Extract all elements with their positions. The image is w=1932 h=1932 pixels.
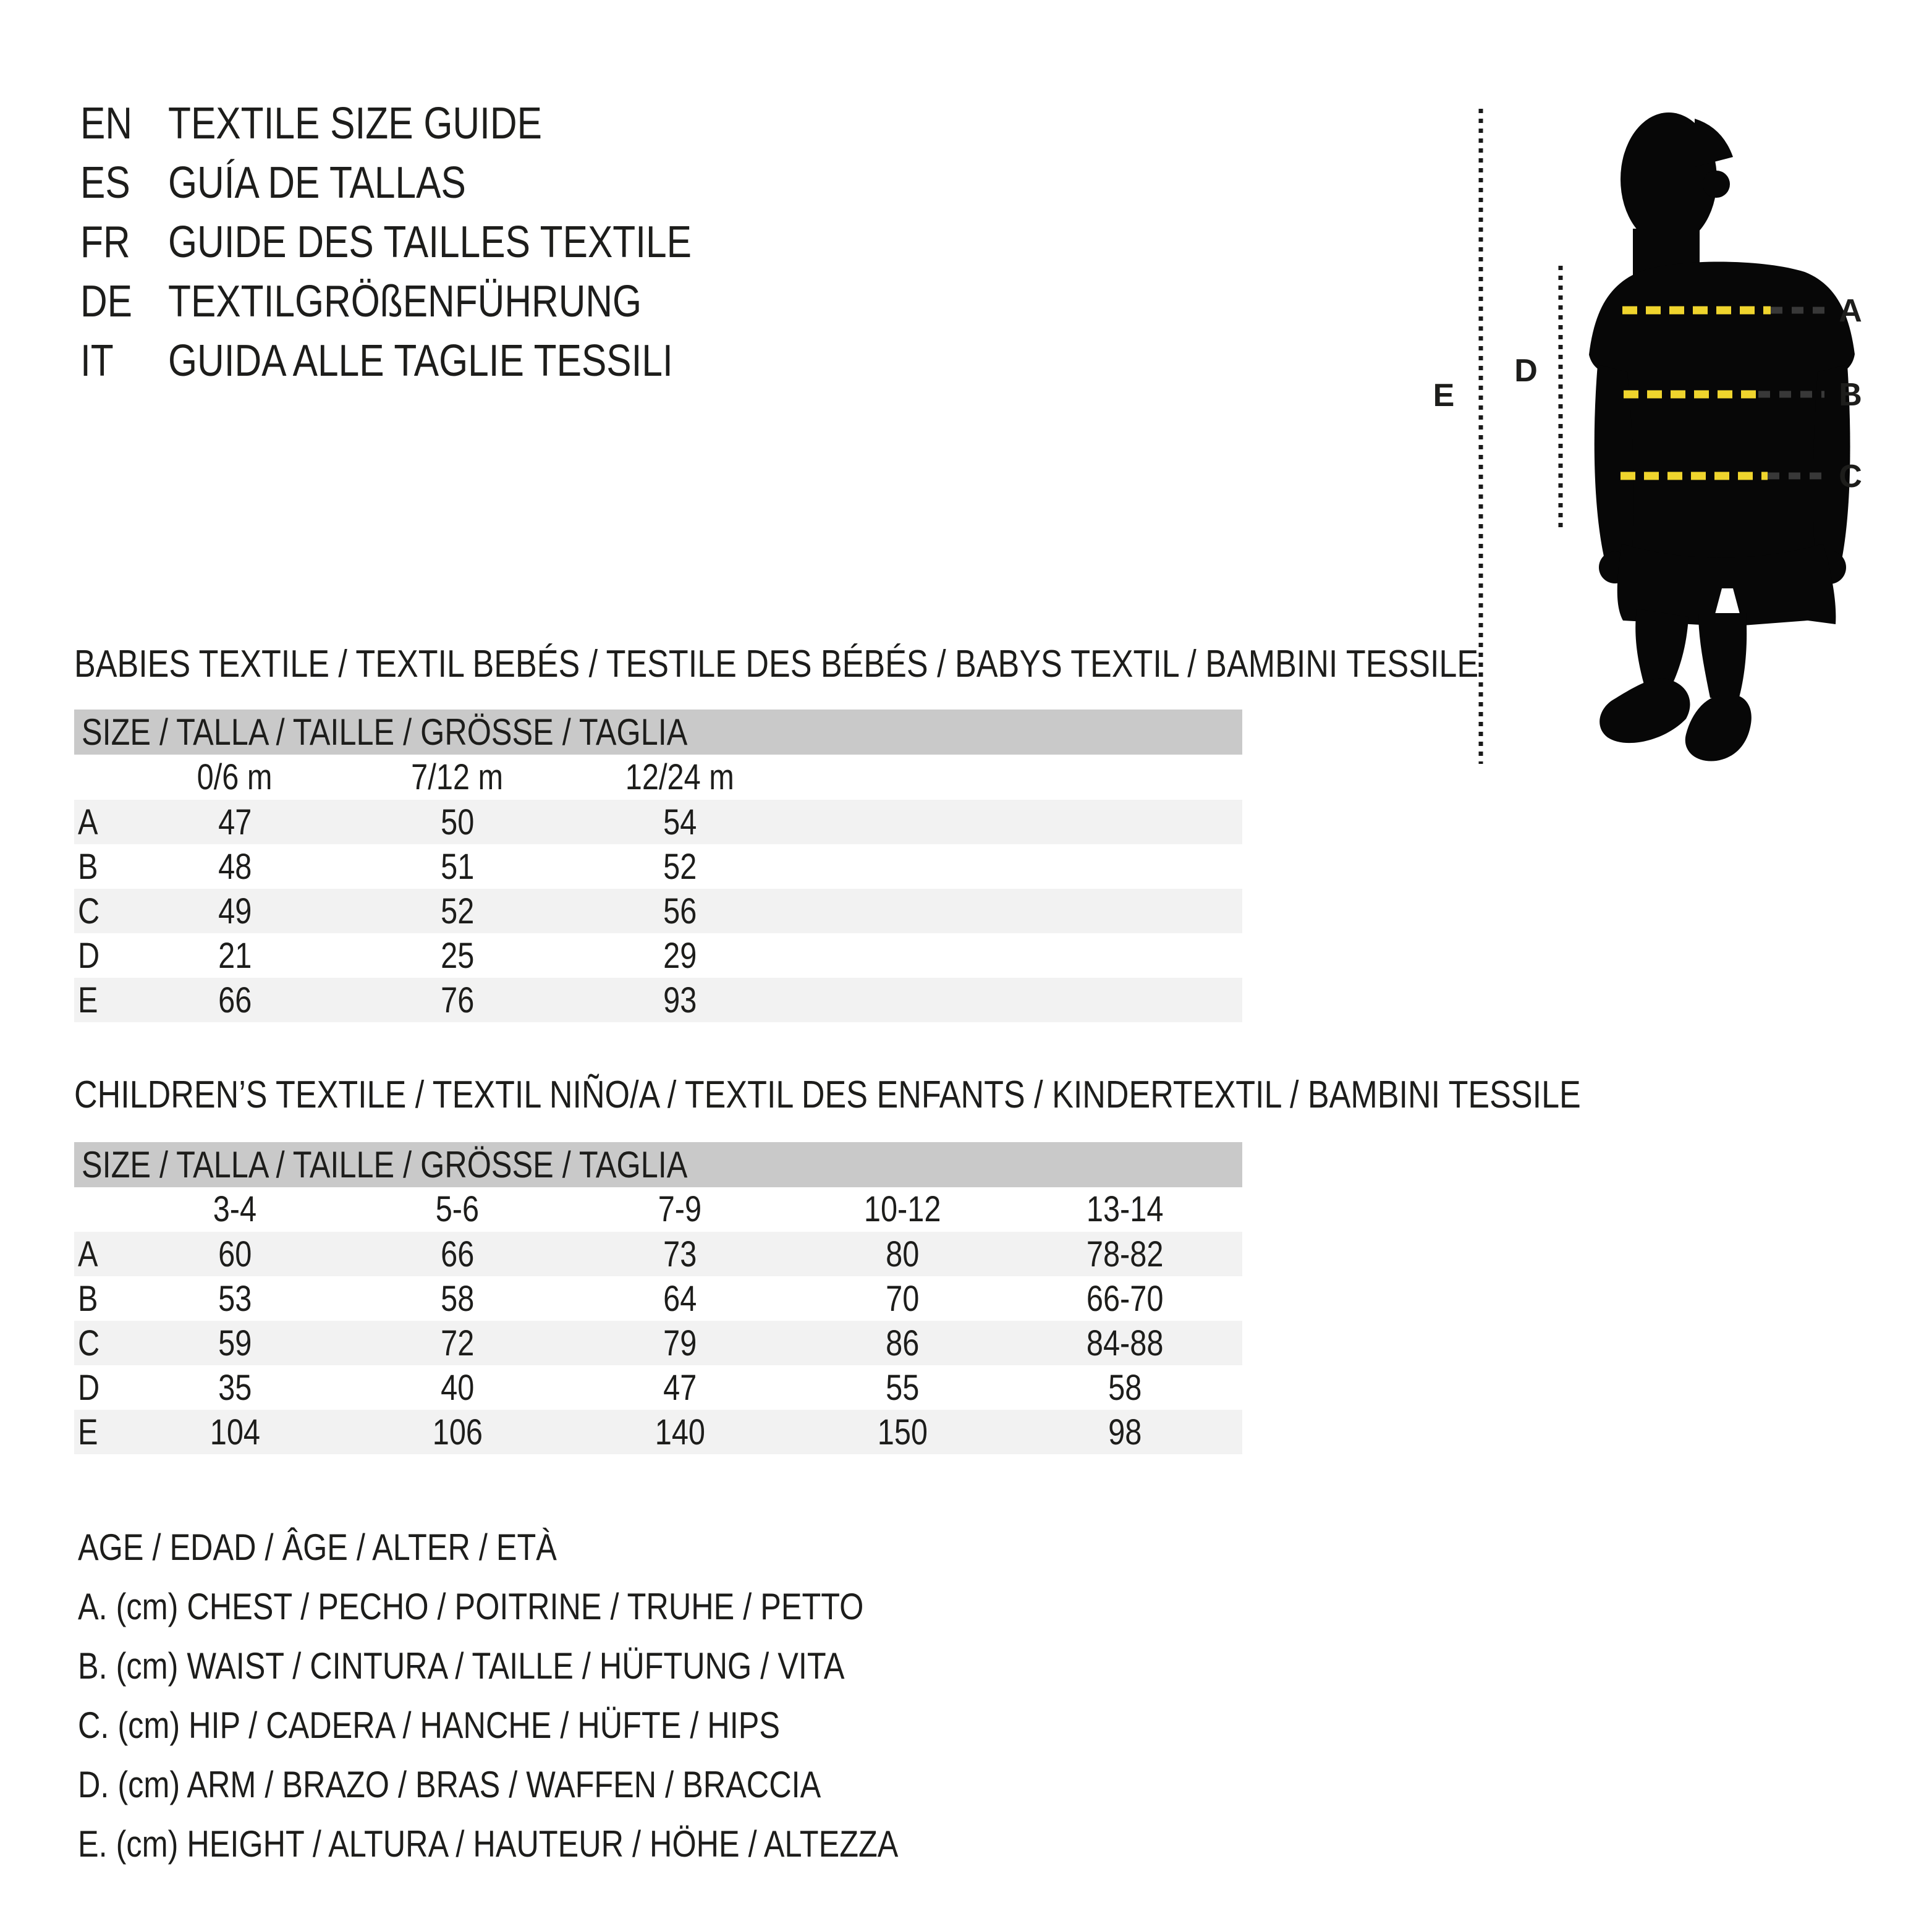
language-title: TEXTILGRÖßENFÜHRUNG	[168, 277, 642, 326]
table-cell: 106	[432, 1412, 483, 1452]
table-cell: 29	[663, 935, 697, 976]
table-cell: 21	[218, 935, 252, 976]
table-cell: 78-82	[1086, 1234, 1164, 1274]
table-row	[74, 1232, 1242, 1276]
column-header: 3-4	[213, 1188, 257, 1229]
language-code: IT	[80, 336, 114, 386]
table-cell: 48	[218, 846, 252, 887]
table-cell: 79	[663, 1323, 697, 1363]
table-cell: 52	[663, 846, 697, 887]
table-cell: 104	[210, 1412, 260, 1452]
table-cell: 40	[440, 1367, 475, 1408]
language-title: GUÍA DE TALLAS	[168, 158, 466, 208]
babies-size-header: SIZE / TALLA / TAILLE / GRÖSSE / TAGLIA	[74, 710, 1242, 755]
figure-label-chest: A	[1839, 293, 1862, 329]
table-cell: 73	[663, 1234, 697, 1274]
legend-age: AGE / EDAD / ÂGE / ALTER / ETÀ	[78, 1527, 557, 1568]
legend-waist: B. (cm) WAIST / CINTURA / TAILLE / HÜFTUNG / VITA	[78, 1645, 845, 1687]
figure-label-arm: D	[1514, 353, 1538, 389]
legend-chest: A. (cm) CHEST / PECHO / POITRINE / TRUHE / PETTO	[78, 1586, 864, 1627]
table-row	[74, 844, 1242, 889]
column-header: 10-12	[863, 1188, 941, 1229]
row-label: E	[78, 1412, 98, 1452]
children-column-headers	[74, 1187, 1242, 1231]
table-cell: 60	[218, 1234, 252, 1274]
table-cell: 66-70	[1086, 1278, 1164, 1319]
babies-section-title: BABIES TEXTILE / TEXTIL BEBÉS / TESTILE DES BÉBÉS / BABYS TEXTIL / BAMBINI TESSILE	[74, 643, 1479, 685]
children-section-title: CHILDREN’S TEXTILE / TEXTIL NIÑO/A / TEXTIL DES ENFANTS / KINDERTEXTIL / BAMBINI TESSILE	[74, 1074, 1581, 1116]
row-label: A	[78, 1234, 98, 1274]
table-cell: 53	[218, 1278, 252, 1319]
table-cell: 51	[440, 846, 475, 887]
table-cell: 64	[663, 1278, 697, 1319]
table-cell: 66	[440, 1234, 475, 1274]
table-cell: 50	[440, 802, 475, 842]
table-cell: 70	[885, 1278, 920, 1319]
language-title: TEXTILE SIZE GUIDE	[168, 99, 542, 148]
table-row	[74, 1410, 1242, 1454]
legend-hip: C. (cm) HIP / CADERA / HANCHE / HÜFTE / HIPS	[78, 1705, 780, 1746]
table-cell: 52	[440, 891, 475, 931]
table-row	[74, 978, 1242, 1022]
column-header: 13-14	[1086, 1188, 1164, 1229]
row-label: C	[78, 1323, 100, 1363]
table-row	[74, 889, 1242, 933]
language-title: GUIDE DES TAILLES TEXTILE	[168, 218, 692, 267]
language-code: FR	[80, 218, 130, 267]
table-cell: 47	[663, 1367, 697, 1408]
table-cell: 86	[885, 1323, 920, 1363]
legend-arm: D. (cm) ARM / BRAZO / BRAS / WAFFEN / BRACCIA	[78, 1764, 821, 1805]
table-cell: 98	[1108, 1412, 1142, 1452]
children-size-header: SIZE / TALLA / TAILLE / GRÖSSE / TAGLIA	[74, 1142, 1242, 1187]
table-cell: 35	[218, 1367, 252, 1408]
figure-label-height: E	[1433, 378, 1455, 413]
table-cell: 55	[885, 1367, 920, 1408]
row-label: B	[78, 846, 98, 887]
table-cell: 72	[440, 1323, 475, 1363]
row-label: D	[78, 935, 100, 976]
table-cell: 58	[440, 1278, 475, 1319]
row-label: B	[78, 1278, 98, 1319]
row-label: A	[78, 802, 98, 842]
column-header: 12/24 m	[625, 756, 735, 797]
table-row	[74, 1276, 1242, 1321]
table-row	[74, 800, 1242, 844]
row-label: C	[78, 891, 100, 931]
table-cell: 140	[655, 1412, 705, 1452]
table-cell: 54	[663, 802, 697, 842]
column-header: 7/12 m	[411, 756, 504, 797]
table-row	[74, 933, 1242, 978]
language-code: ES	[80, 158, 130, 208]
table-cell: 93	[663, 980, 697, 1020]
column-header: 5-6	[435, 1188, 480, 1229]
table-cell: 84-88	[1086, 1323, 1164, 1363]
table-cell: 58	[1108, 1367, 1142, 1408]
table-cell: 66	[218, 980, 252, 1020]
table-cell: 150	[877, 1412, 928, 1452]
language-code: EN	[80, 99, 133, 148]
row-label: D	[78, 1367, 100, 1408]
legend-height: E. (cm) HEIGHT / ALTURA / HAUTEUR / HÖHE / ALTEZZA	[78, 1823, 899, 1865]
language-title: GUIDA ALLE TAGLIE TESSILI	[168, 336, 673, 386]
column-header: 0/6 m	[197, 756, 273, 797]
table-cell: 80	[885, 1234, 920, 1274]
table-row	[74, 1365, 1242, 1410]
table-row	[74, 1321, 1242, 1365]
table-cell: 25	[440, 935, 475, 976]
language-code: DE	[80, 277, 133, 326]
table-cell: 56	[663, 891, 697, 931]
column-header: 7-9	[658, 1188, 702, 1229]
babies-column-headers	[74, 755, 1242, 799]
table-cell: 76	[440, 980, 475, 1020]
table-cell: 49	[218, 891, 252, 931]
figure-label-hip: C	[1839, 459, 1862, 494]
table-cell: 59	[218, 1323, 252, 1363]
row-label: E	[78, 980, 98, 1020]
table-cell: 47	[218, 802, 252, 842]
figure-label-waist: B	[1839, 377, 1862, 413]
